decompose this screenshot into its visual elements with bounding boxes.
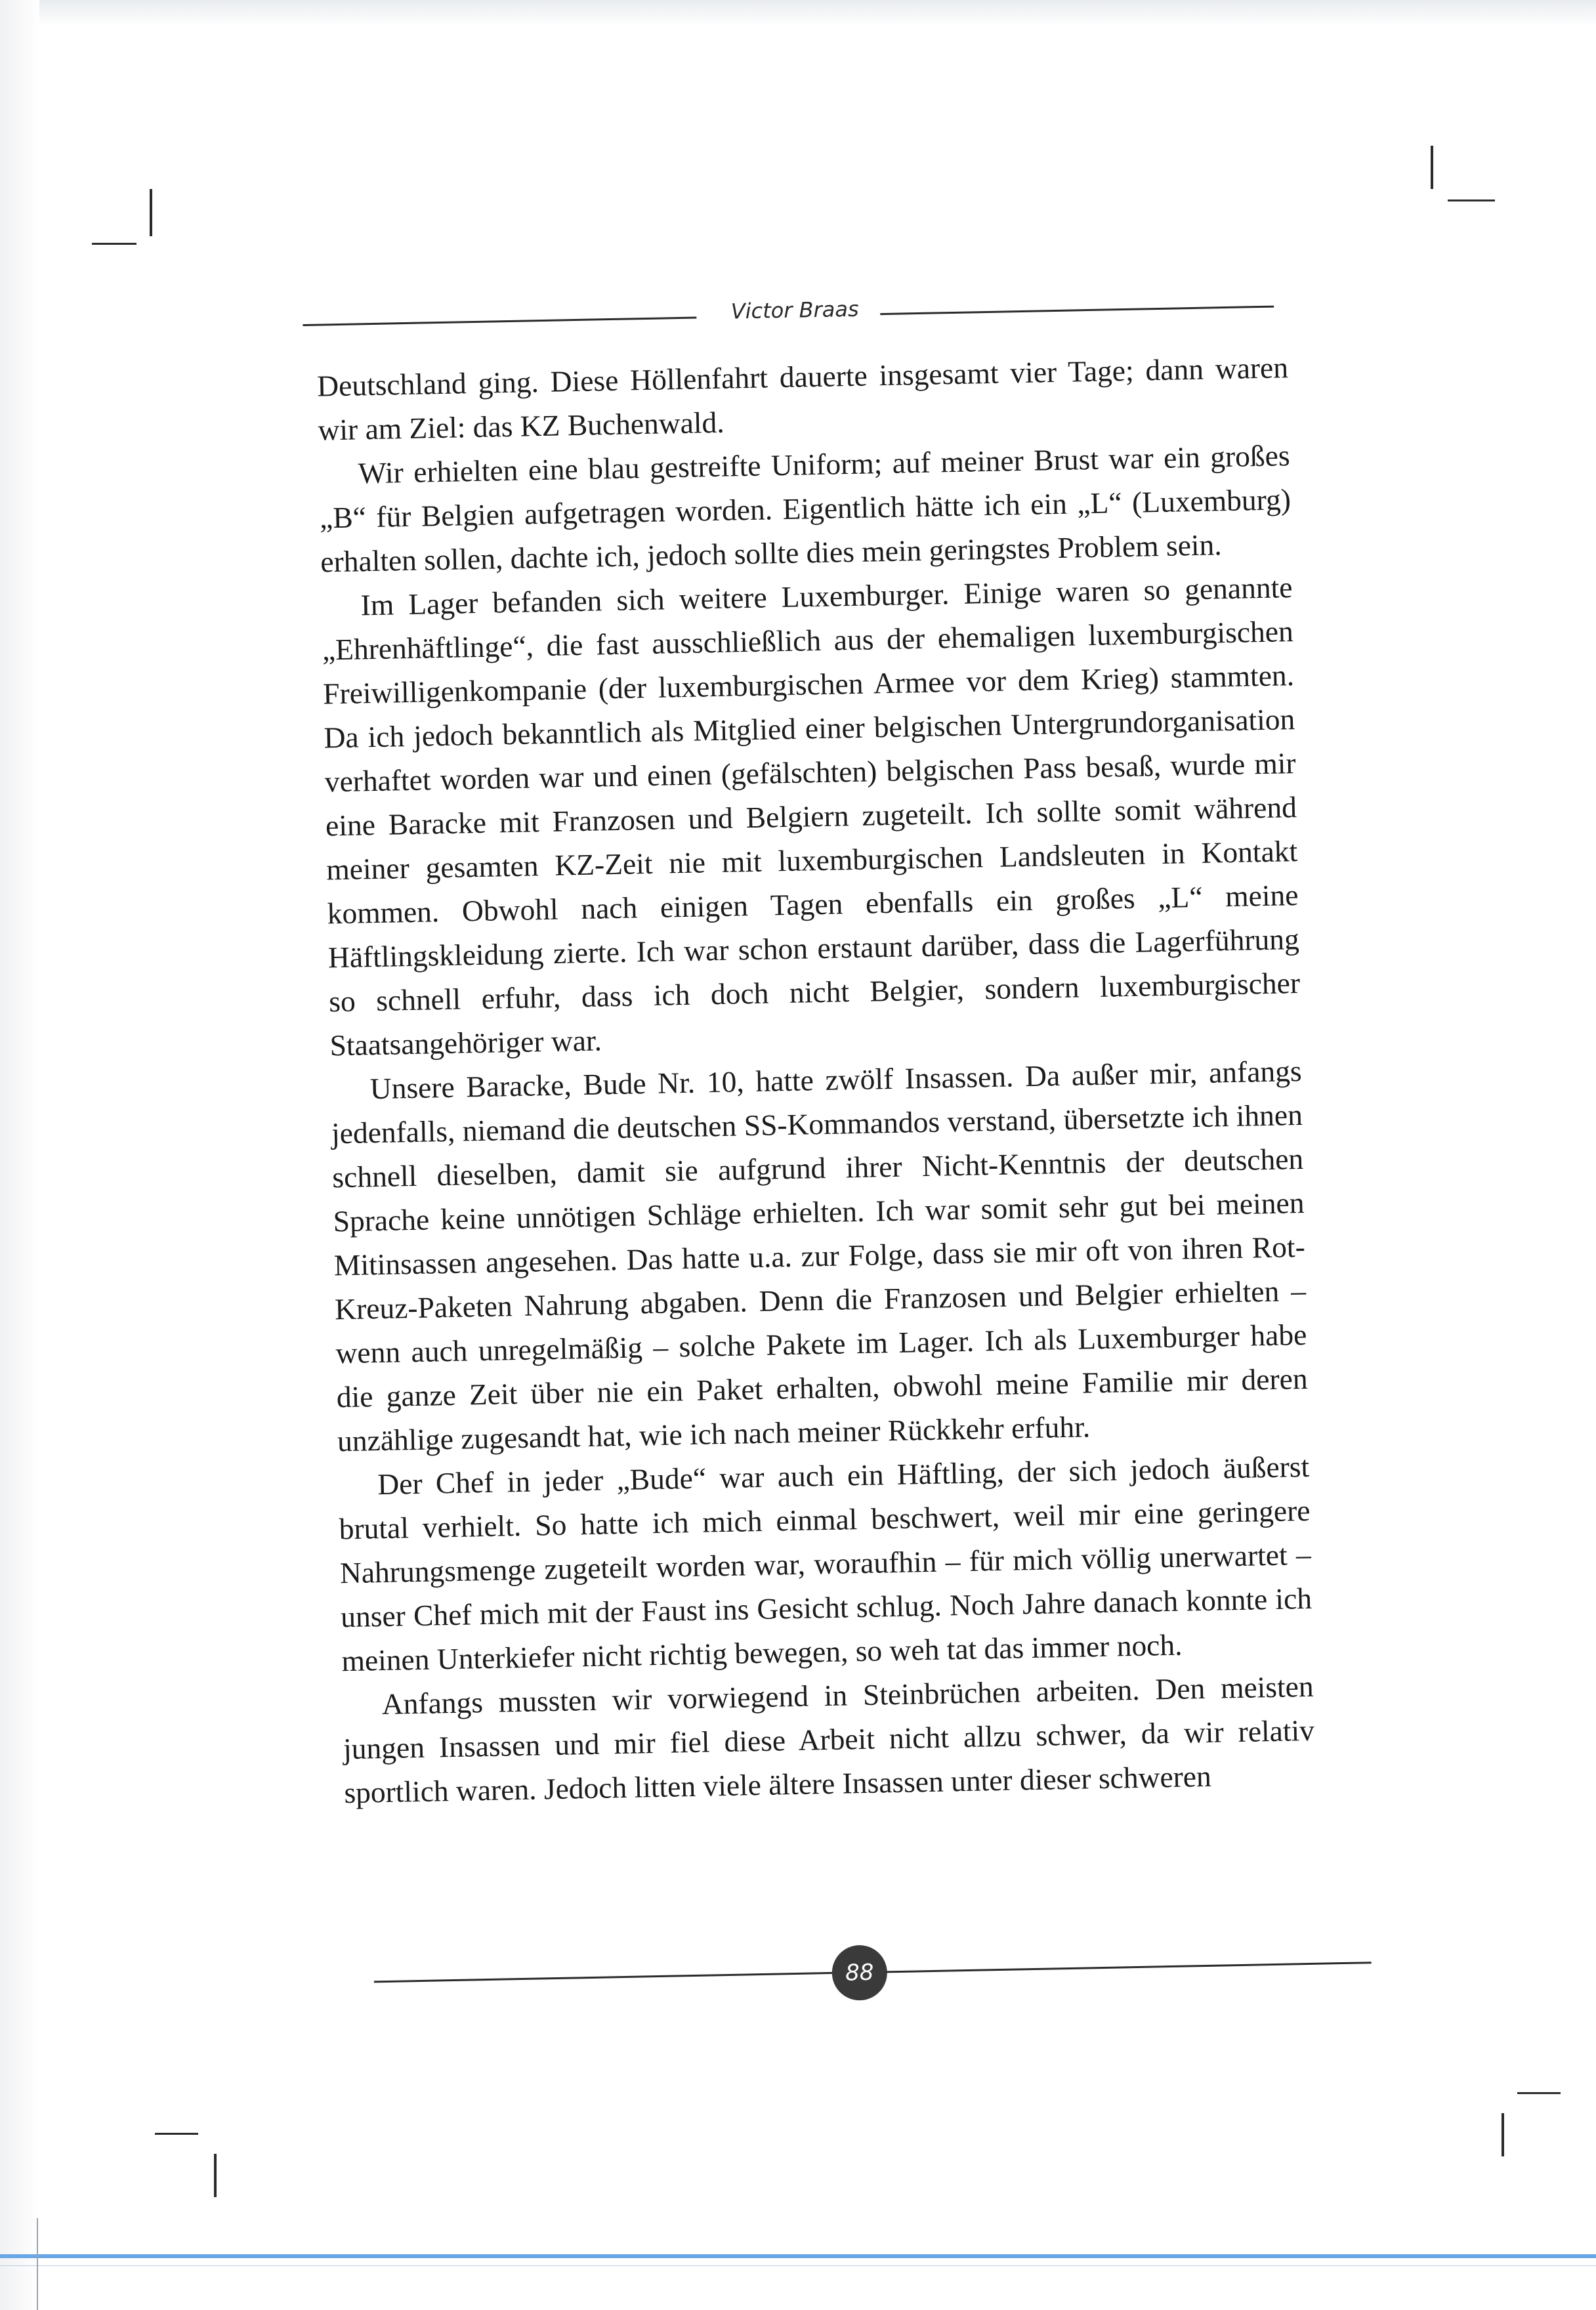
footer-rule-left — [374, 1972, 833, 1983]
paragraph: Deutschland ging. Diese Höllenfahrt dauerte insgesamt vier Tage; dann waren wir am Ziel: das KZ Buchenwald. — [316, 350, 1289, 447]
crop-mark-top-left-vertical — [150, 189, 152, 236]
footer-rule-right — [886, 1962, 1372, 1973]
running-header — [302, 270, 1287, 328]
paragraph: Anfangs mussten wir vorwiegend in Steinbrüchen arbeiten. Den meisten jungen Insassen und mir fiel diese Arbeit nicht allzu schwer, da wir relativ sportlich waren. Jedoch litten viele ältere Insassen unter dieser schweren — [343, 1669, 1315, 1810]
crop-mark-bottom-left-horizontal — [155, 2133, 198, 2135]
book-page — [302, 256, 1373, 2074]
header-author: Victor Braas — [730, 296, 859, 324]
body-text — [317, 345, 1316, 1815]
page-number: 88 — [831, 1944, 888, 2001]
crop-mark-bottom-right-horizontal — [1517, 2092, 1561, 2094]
scan-vertical-edge — [37, 2218, 38, 2310]
page-footer — [373, 1935, 1372, 2007]
scan-border-line-faint — [0, 2265, 1596, 2266]
paragraph: Der Chef in jeder „Bude“ war auch ein Häftling, der sich jedoch äußerst brutal verhielt. So hatte ich mich einmal beschwert, weil mir eine geringere Nahrungsmenge zugeteilt worden war, woraufhin – für mich völlig unerwartet – unser Chef mich mit der Faust ins Gesicht schlug. Noch Jahre danach konnte ich meinen Unterkiefer nicht richtig bewegen, so weh tat das immer noch. — [339, 1449, 1312, 1678]
paragraph: Unsere Baracke, Bude Nr. 10, hatte zwölf Insassen. Da außer mir, anfangs jedenfalls, niemand die deutschen SS-Kommandos verstand, übersetzte ich ihnen schnell dieselben, damit sie aufgrund ihrer Nicht-Kenntnis der deutschen Sprache keine unnötigen Schläge erhielten. Ich war somit sehr gut bei meinen Mitinsassen angesehen. Das hatte u.a. zur Folge, dass sie mir oft von ihren Rot-Kreuz-Paketen Nahrung abgaben. Denn die Franzosen und Belgier erhielten – wenn auch unregelmäßig – solche Pakete im Lager. Ich als Luxemburger habe die ganze Zeit über nie ein Paket erhalten, obwohl meine Familie mir deren unzählige zugesandt hat, wie ich nach meiner Rückkehr erfuhr. — [331, 1053, 1309, 1458]
crop-mark-bottom-left-vertical — [214, 2154, 217, 2197]
scan-edge-left — [0, 0, 39, 2310]
paragraph: Im Lager befanden sich weitere Luxemburger. Einige waren so genannte „Ehrenhäftlinge“, die fast ausschließlich aus der ehemaligen luxemburgischen Freiwilligenkompanie (der luxemburgischen Armee vor dem Krieg) stammten. Da ich jedoch bekanntlich als Mitglied einer belgischen Untergrundorganisation verhaftet worden war und einen (gefälschten) belgischen Pass besaß, wurde mir eine Baracke mit Franzosen und Belgiern zugeteilt. Ich sollte somit während meiner gesamten KZ-Zeit nie mit luxemburgischen Landsleuten in Kontakt kommen. Obwohl nach einigen Tagen ebenfalls ein großes „L“ meine Häftlingskleidung zierte. Ich war schon erstaunt darüber, dass die Lagerführung so schnell erfuhr, dass ich doch nicht Belgier, sondern luxemburgischer Staatsangehöriger war. — [322, 570, 1301, 1062]
scan-edge-top — [0, 0, 1596, 26]
crop-mark-bottom-right-vertical — [1502, 2113, 1504, 2156]
header-rule-left — [303, 316, 696, 326]
crop-mark-top-left-horizontal — [92, 243, 136, 245]
scan-border-line — [0, 2254, 1596, 2258]
crop-mark-top-right-horizontal — [1448, 200, 1495, 201]
paragraph: Wir erhielten eine blau gestreifte Uniform; auf meiner Brust war ein großes „B“ für Belgien aufgetragen worden. Eigentlich hätte ich ein „L“ (Luxemburg) erhalten sollen, dachte ich, jedoch sollte dies mein geringstes Problem sein. — [319, 438, 1292, 579]
header-rule-right — [880, 306, 1274, 316]
crop-mark-top-right-vertical — [1431, 146, 1433, 189]
